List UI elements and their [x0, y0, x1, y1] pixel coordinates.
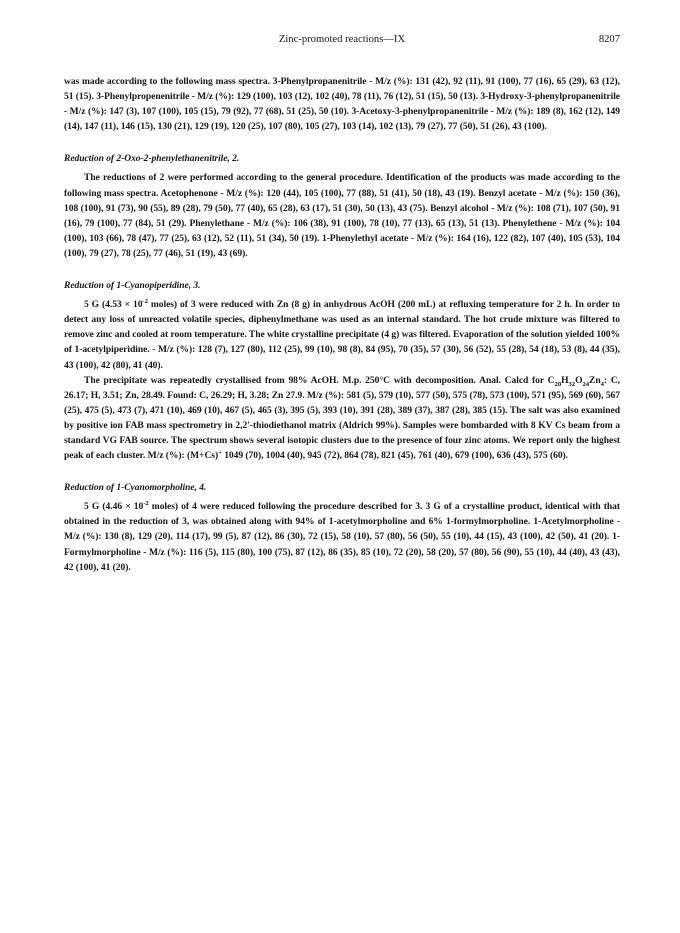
running-title: Zinc-promoted reactions—IX: [278, 34, 406, 45]
text-run: : C, 26.17; H, 3.51; Zn, 28.49. Found: C, 26.29; H, 3.28; Zn 27.9. M/z (%): 581 (5), 579 (10), 577 (50), 575 (78), 573 (100), 571 (95), 569 (60), 567 (25), 475 (5), 473 (7), 471 (10), 469 (10), 467 (5), 465 (3), 395 (5), 393 (10), 391 (28), 389 (37), 387 (28), 385 (15). The salt was also examined by positive ion FAB mass spectrometry in 2,2'-thiodiethanol matrix (Aldrich 99%). Samples were bombarded with 8 KV Cs beam from a standard VG FAB source. The spectrum shows several isotopic clusters due to the presence of four zinc atoms. We report only the highest peak of each cluster. M/z (%): (M+Cs): [64, 374, 620, 462]
subscript: 20: [554, 380, 562, 388]
section-heading-3: Reduction of 1-Cyanopiperidine, 3.: [64, 280, 201, 292]
paragraph-reduction-3: [64, 297, 620, 372]
paragraph-continued: was made according to the following mass spectra. 3-Phenylpropanenitrile - M/z (%): 131 (42), 92 (11), 91 (100), 77 (16), 65 (29), 63 (12), 51 (15). 3-Phenylpropenenitrile - M/z (%): 129 (100), 103 (12), 102 (40), 78 (11), 76 (12), 51 (15), 50 (13). 3-Hydroxy-3-phenylpropanenitrile - M/z (%): 147 (3), 107 (100), 105 (15), 79 (92), 77 (68), 51 (25), 50 (10). 3-Acetoxy-3-phenylpropanenitrile - M/z (%): 189 (8), 162 (12), 149 (14), 147 (11), 146 (15), 130 (21), 129 (19), 120 (25), 107 (80), 105 (27), 103 (14), 102 (13), 79 (27), 77 (50), 51 (26), 43 (100).: [64, 76, 620, 133]
text-run: 1049 (70), 1004 (40), 945 (72), 864 (78), 821 (45), 761 (40), 679 (100), 636 (43), 575 (60).: [221, 450, 569, 462]
paragraph-precipitate: [64, 373, 620, 464]
section-heading-4: Reduction of 1-Cyanomorpholine, 4.: [64, 482, 207, 494]
text-run: moles) of 4 were reduced following the procedure described for 3. 3 G of a crystalline product, identical with that obtained in the reduction of 3, was obtained along with 94% of 1-acetylmorpholine and 6% 1-formylmorpholine. 1-Acetylmorpholine - M/z (%): 130 (8), 129 (20), 114 (17), 99 (5), 87 (12), 86 (30), 72 (15), 58 (10), 57 (80), 56 (50), 55 (10), 44 (15), 43 (100), 42 (50), 41 (20). 1-Formylmorpholine - M/z (%): 116 (5), 115 (80), 100 (75), 87 (12), 86 (35), 85 (10), 72 (20), 58 (20), 57 (80), 56 (90), 55 (10), 44 (40), 43 (43), 42 (100), 41 (20).: [64, 501, 621, 573]
superscript: -2: [142, 297, 148, 305]
paragraph-reduction-2: The reductions of 2 were performed according to the general procedure. Identification of the products was made according to the following mass spectra. Acetophenone - M/z (%): 120 (44), 105 (100), 77 (88), 51 (41), 50 (18), 43 (19). Benzyl acetate - M/z (%): 150 (36), 108 (100), 91 (73), 90 (55), 89 (28), 79 (50), 77 (40), 65 (28), 63 (17), 51 (30), 50 (13), 43 (75). Benzyl alcohol - M/z (%): 108 (71), 107 (50), 91 (16), 79 (100), 77 (84), 51 (29). Phenylethane - M/z (%): 106 (38), 91 (100), 78 (10), 77 (13), 65 (13), 51 (13). Phenylethene - M/z (%): 104 (100), 103 (66), 78 (47), 77 (25), 63 (12), 52 (11), 51 (34), 50 (19). 1-Phenylethyl acetate - M/z (%): 164 (16), 122 (82), 107 (40), 105 (53), 104 (100), 79 (27), 78 (25), 77 (46), 51 (19), 43 (69).: [64, 172, 620, 259]
page-number: 8207: [598, 34, 620, 45]
text-run: O: [575, 374, 583, 386]
page-header: [64, 34, 620, 50]
text-run: 5 G (4.53 × 10: [84, 299, 143, 311]
text-run: moles) of 3 were reduced with Zn (8 g) in anhydrous AcOH (200 mL) at refluxing temperature for 2 h. In order to detect any loss of unreacted volatile species, diphenylmethane was used as an internal standard. The hot crude mixture was filtered to remove zinc and cooled at room temperature. The white crystalline precipitate (4 g) was filtered. Evaporation of the solution yielded 100% of 1-acetylpiperidine. - M/z (%): 128 (7), 127 (80), 112 (25), 99 (10), 98 (8), 84 (95), 70 (35), 57 (30), 56 (52), 55 (28), 54 (18), 53 (8), 44 (35), 43 (100), 42 (80), 41 (40).: [64, 299, 620, 371]
superscript: -2: [143, 500, 149, 508]
section-heading-2: Reduction of 2-Oxo-2-phenylethanenitrile, 2.: [64, 153, 240, 165]
paragraph-reduction-4: [64, 499, 620, 574]
text-run: 5 G (4.46 × 10: [84, 501, 144, 513]
superscript: +: [218, 448, 222, 456]
body-text: [64, 74, 620, 575]
subscript: 32: [568, 380, 576, 388]
subscript: 4: [600, 380, 604, 388]
text-run: Zn: [589, 374, 601, 386]
subscript: 24: [582, 380, 590, 388]
text-run: H: [561, 374, 569, 386]
text-run: The precipitate was repeatedly crystallised from 98% AcOH. M.p. 250°C with decomposition. Anal. Calcd for C: [84, 374, 555, 386]
